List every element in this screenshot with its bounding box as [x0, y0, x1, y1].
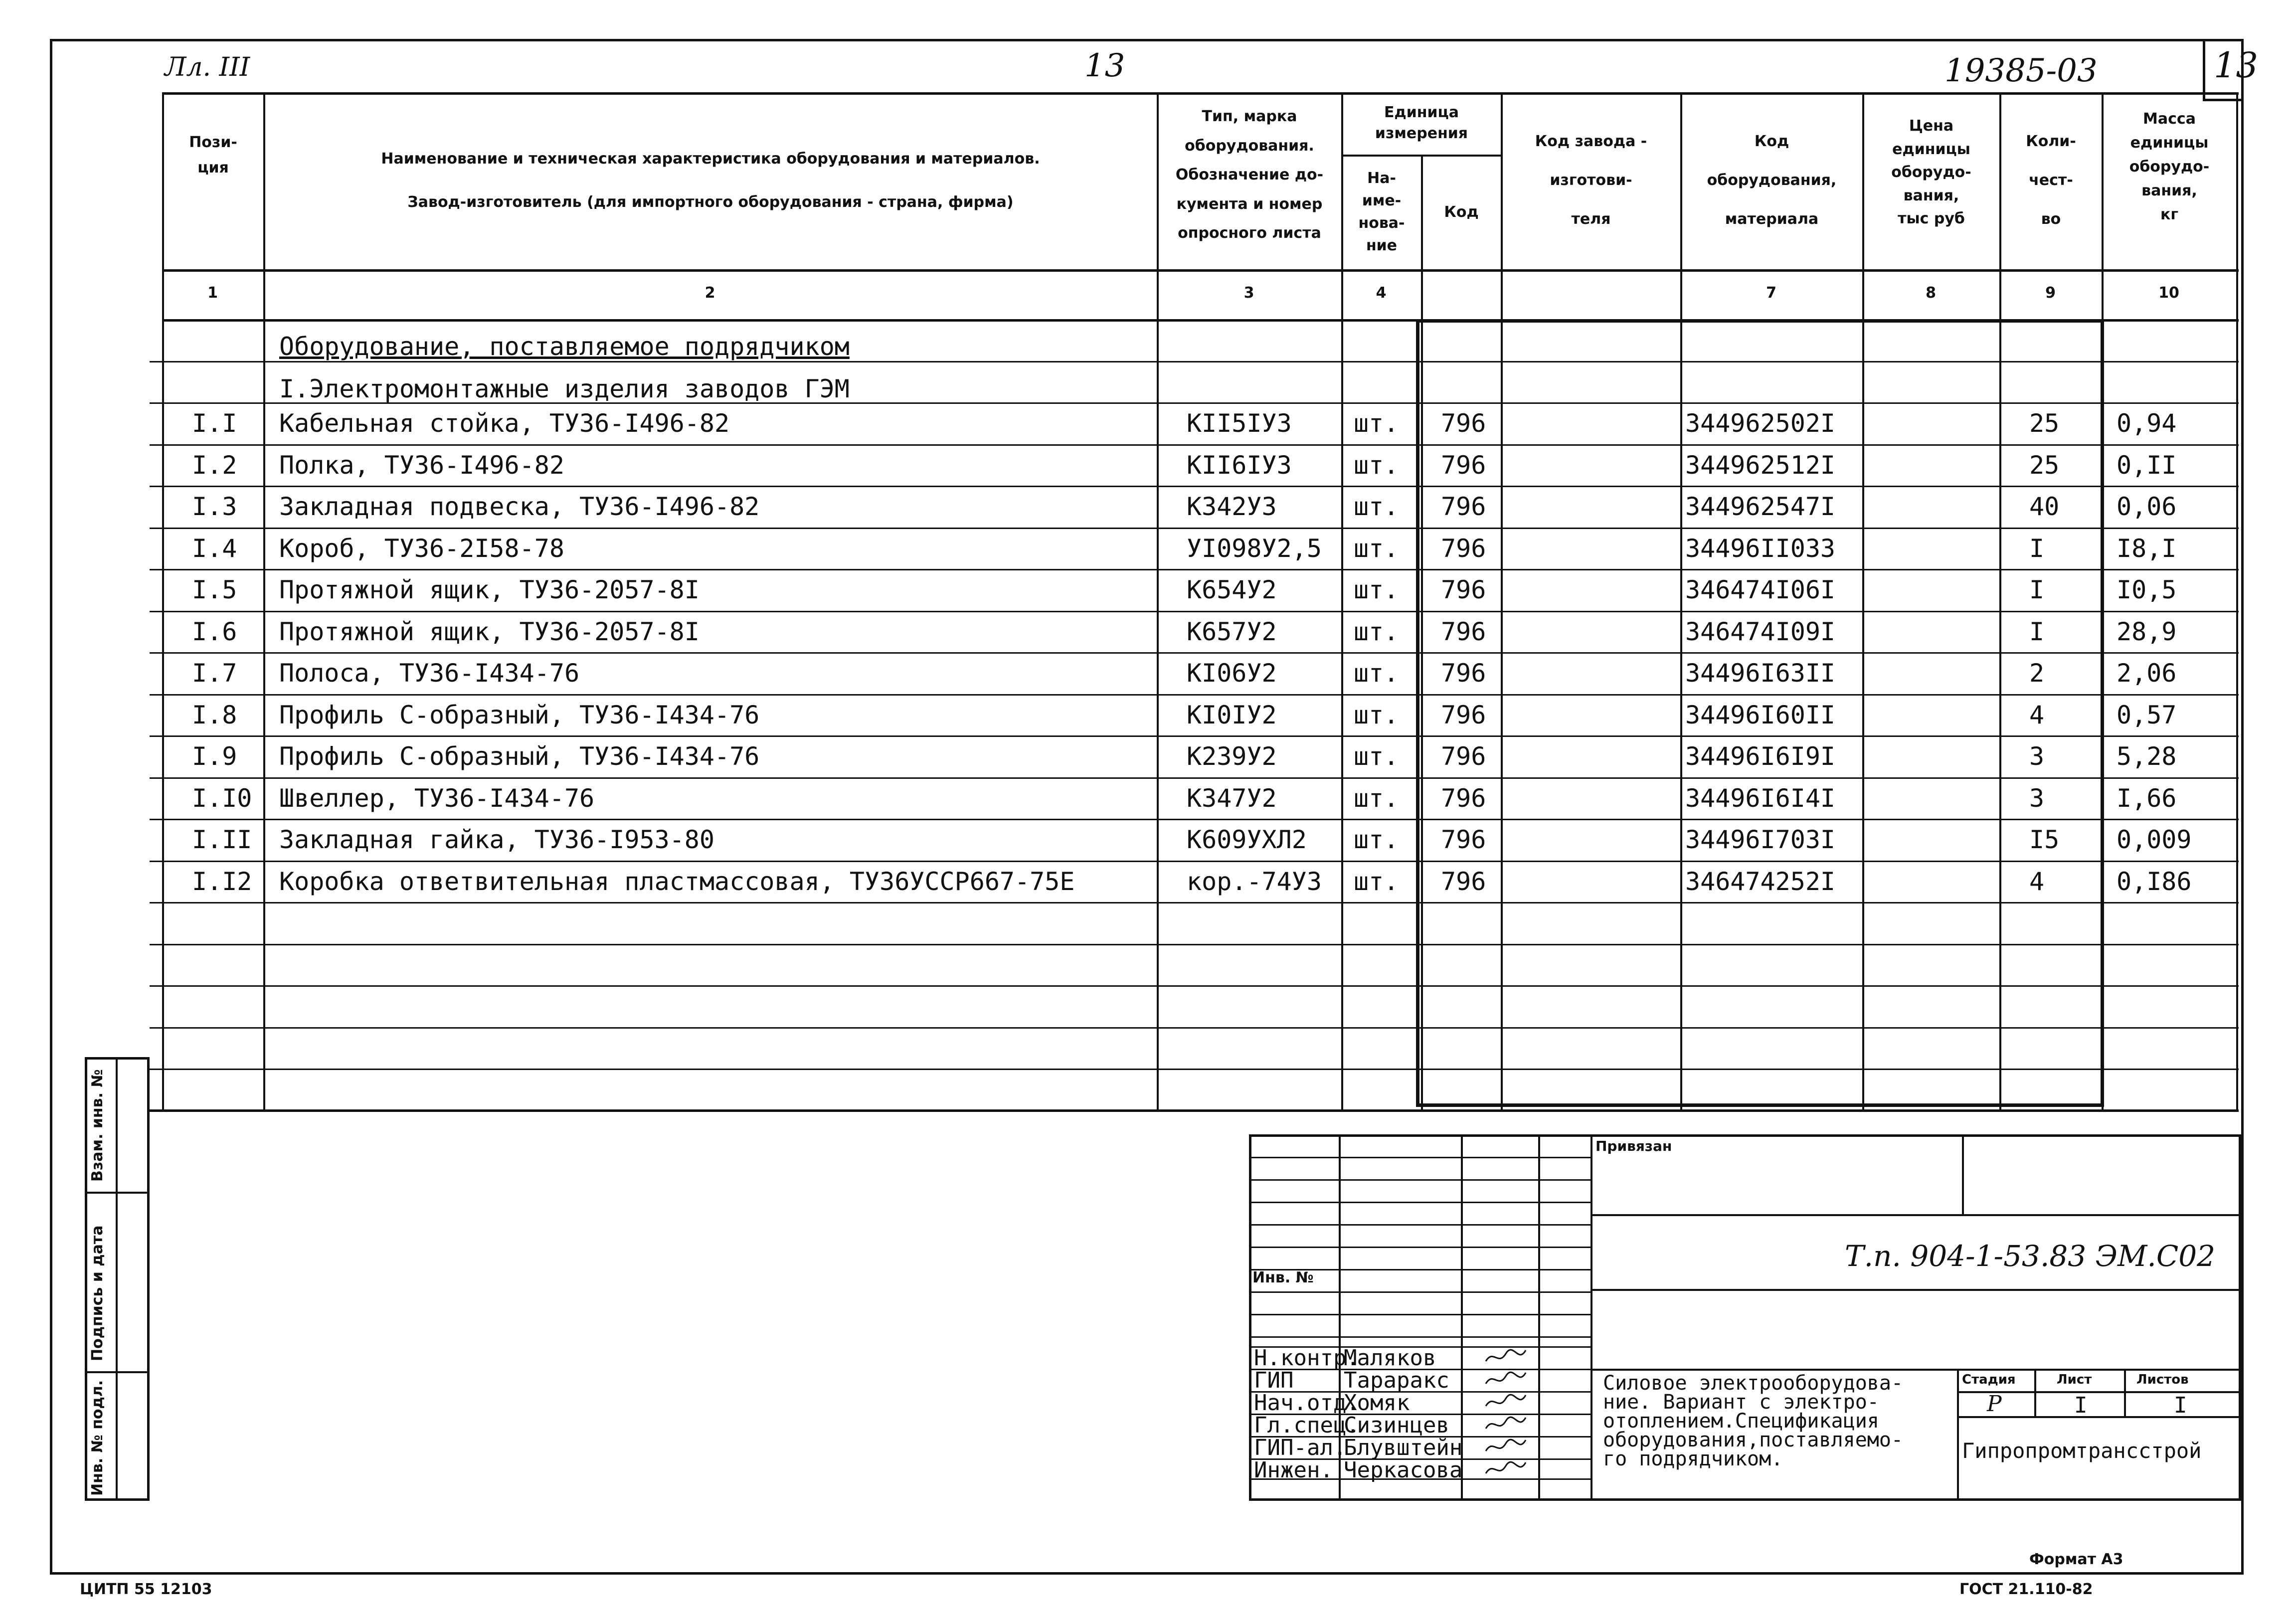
row-unit: шт.	[1354, 784, 1399, 813]
row-type: К654У2	[1187, 575, 1277, 604]
header-plant-code: Код завода - изготови- теля	[1535, 133, 1647, 228]
stamp-sheets: I	[2174, 1393, 2187, 1418]
row-mass: I,66	[2117, 784, 2177, 813]
row-type: КI06У2	[1187, 659, 1277, 688]
signatory-name: Хомяк	[1344, 1390, 1410, 1416]
row-position: I.II	[192, 825, 252, 854]
row-mass: 0,94	[2117, 409, 2177, 438]
row-unit-code: 796	[1441, 825, 1486, 854]
header-material-code: Код оборудования, материала	[1707, 133, 1837, 228]
signatory-role: Н.контр.	[1254, 1345, 1360, 1371]
signature-icon	[1483, 1458, 1528, 1480]
row-quantity: 4	[2029, 701, 2045, 729]
row-type: К609УХЛ2	[1187, 825, 1307, 854]
row-name: Швеллер, ТУ36-I434-76	[279, 784, 595, 813]
row-unit-code: 796	[1441, 701, 1486, 729]
row-quantity: I	[2029, 534, 2045, 563]
row-mass: I0,5	[2117, 575, 2177, 604]
header-unit-group: Единица измерения	[1375, 104, 1468, 142]
signatory-name: Блувштейн	[1344, 1435, 1463, 1460]
row-mass: 2,06	[2117, 659, 2177, 688]
row-unit-code: 796	[1441, 742, 1486, 771]
column-number: 3	[1243, 284, 1254, 302]
header-unit-name: На- име- нова- ние	[1358, 170, 1405, 254]
row-type: КI0IУ2	[1187, 701, 1277, 729]
row-type: УI098У2,5	[1187, 534, 1322, 563]
signatory-role: ГИП-ал.	[1254, 1435, 1347, 1460]
row-position: I.5	[192, 575, 237, 604]
row-unit: шт.	[1354, 742, 1399, 771]
column-number: 9	[2045, 284, 2056, 302]
row-unit-code: 796	[1441, 784, 1486, 813]
row-unit: шт.	[1354, 575, 1399, 604]
signatory-role: Нач.отд.	[1254, 1390, 1360, 1416]
row-quantity: I5	[2029, 825, 2060, 854]
row-material-code: 346474I06I	[1685, 575, 1836, 604]
header-price: Цена единицы оборудо- вания, тыс руб	[1891, 117, 1971, 227]
signature-icon	[1483, 1414, 1528, 1436]
row-position: I.4	[192, 534, 237, 563]
signatory-name: Сизинцев	[1344, 1413, 1449, 1438]
signatory-role: ГИП	[1254, 1368, 1294, 1393]
stamp-designation: Т.п. 904-1-53.83 ЭМ.С02	[1845, 1239, 2216, 1273]
row-position: I.6	[192, 617, 237, 646]
column-number: 8	[1926, 284, 1936, 302]
row-position: I.I0	[192, 784, 252, 813]
row-material-code: 346474I09I	[1685, 617, 1836, 646]
row-name: Кабельная стойка, ТУ36-I496-82	[279, 409, 730, 438]
row-name: Полоса, ТУ36-I434-76	[279, 659, 580, 688]
row-unit: шт.	[1354, 451, 1399, 480]
row-name: Протяжной ящик, ТУ36-2057-8I	[279, 575, 700, 604]
row-mass: 5,28	[2117, 742, 2177, 771]
stamp-sheet: I	[2074, 1393, 2088, 1418]
header-mass: Масса единицы оборудо- вания, кг	[2129, 110, 2210, 223]
stamp-sheet-label: Лист	[2057, 1372, 2092, 1387]
row-unit-code: 796	[1441, 867, 1486, 896]
stamp-stage: Р	[1987, 1391, 2002, 1417]
row-material-code: 344962512I	[1685, 451, 1836, 480]
page-number-top: 13	[1084, 47, 1125, 84]
footer-gost: ГОСТ 21.110-82	[1959, 1581, 2093, 1598]
row-position: I.7	[192, 659, 237, 688]
row-unit-code: 796	[1441, 409, 1486, 438]
row-position: I.9	[192, 742, 237, 771]
row-mass: 0,57	[2117, 701, 2177, 729]
signatory-name: Маляков	[1344, 1345, 1436, 1371]
row-name: Закладная подвеска, ТУ36-I496-82	[279, 492, 760, 521]
document-number: 19385-03	[1944, 52, 2098, 89]
row-mass: 0,II	[2117, 451, 2177, 480]
row-name: Профиль С-образный, ТУ36-I434-76	[279, 701, 760, 729]
header-type: Тип, марка оборудования. Обозначение до- кумента и номер опросного листа	[1175, 108, 1324, 242]
row-unit-code: 796	[1441, 659, 1486, 688]
row-position: I.3	[192, 492, 237, 521]
row-unit: шт.	[1354, 617, 1399, 646]
row-mass: I8,I	[2117, 534, 2177, 563]
sidebar-replace-inv: Взам. инв. №	[89, 1069, 106, 1182]
footer-code: ЦИТП 55 12103	[80, 1581, 212, 1598]
row-type: К239У2	[1187, 742, 1277, 771]
sheet-ref: Лл. III	[165, 52, 250, 82]
row-quantity: I	[2029, 617, 2045, 646]
row-position: I.8	[192, 701, 237, 729]
row-material-code: 346474252I	[1685, 867, 1836, 896]
row-type: КII5IУ3	[1187, 409, 1292, 438]
stamp-title: Силовое электрооборудова- ние. Вариант с электро- отоплением.Спецификация оборудования,поставляемо- го подрядчиком.	[1603, 1372, 1904, 1470]
row-name: Профиль С-образный, ТУ36-I434-76	[279, 742, 760, 771]
row-quantity: 25	[2029, 409, 2060, 438]
page-number-corner: 13	[2214, 45, 2259, 86]
row-unit: шт.	[1354, 659, 1399, 688]
header-unit-code: Код	[1444, 203, 1479, 221]
row-unit: шт.	[1354, 825, 1399, 854]
signatory-role: Инжен.	[1254, 1457, 1333, 1483]
row-material-code: 34496II033	[1685, 534, 1836, 563]
column-number: 10	[2158, 284, 2179, 302]
row-material-code: 344962547I	[1685, 492, 1836, 521]
row-quantity: 25	[2029, 451, 2060, 480]
row-type: К657У2	[1187, 617, 1277, 646]
signatory-name: Тараракс	[1344, 1368, 1449, 1393]
signatory-role: Гл.спец.	[1254, 1413, 1360, 1438]
row-unit-code: 796	[1441, 492, 1486, 521]
row-type: кор.-74У3	[1187, 867, 1322, 896]
row-mass: 0,009	[2117, 825, 2192, 854]
row-material-code: 34496I6I4I	[1685, 784, 1836, 813]
row-unit-code: 796	[1441, 617, 1486, 646]
row-type: К347У2	[1187, 784, 1277, 813]
row-name: Короб, ТУ36-2I58-78	[279, 534, 564, 563]
row-name: Коробка ответвительная пластмассовая, ТУ36УССР667-75Е	[279, 867, 1075, 896]
row-unit: шт.	[1354, 701, 1399, 729]
row-material-code: 34496I63II	[1685, 659, 1836, 688]
column-number: 1	[207, 284, 218, 302]
row-quantity: 3	[2029, 784, 2045, 813]
signature-icon	[1483, 1391, 1528, 1413]
row-unit: шт.	[1354, 492, 1399, 521]
row-material-code: 34496I703I	[1685, 825, 1836, 854]
row-unit: шт.	[1354, 534, 1399, 563]
footer-format: Формат А3	[2029, 1551, 2123, 1568]
row-type: КII6IУ3	[1187, 451, 1292, 480]
stamp-tied-label: Привязан	[1595, 1138, 1672, 1154]
row-unit: шт.	[1354, 867, 1399, 896]
header-name: Наименование и техническая характеристика оборудования и материалов. Завод-изготовитель (для импортного оборудования - страна, фирма)	[381, 150, 1040, 211]
row-type: К342У3	[1187, 492, 1277, 521]
sidebar-signature-date: Подпись и дата	[89, 1225, 106, 1361]
section-title: Оборудование, поставляемое подрядчиком	[279, 332, 850, 361]
row-quantity: 40	[2029, 492, 2060, 521]
stamp-inv-label: Инв. №	[1252, 1269, 1314, 1286]
row-unit-code: 796	[1441, 534, 1486, 563]
signature-icon	[1483, 1369, 1528, 1391]
signatory-name: Черкасова	[1344, 1457, 1463, 1483]
row-quantity: 4	[2029, 867, 2045, 896]
row-material-code: 34496I60II	[1685, 701, 1836, 729]
row-mass: 0,06	[2117, 492, 2177, 521]
row-position: I.I	[192, 409, 237, 438]
row-position: I.I2	[192, 867, 252, 896]
row-unit: шт.	[1354, 409, 1399, 438]
row-name: Закладная гайка, ТУ36-I953-80	[279, 825, 714, 854]
row-quantity: I	[2029, 575, 2045, 604]
row-material-code: 34496I6I9I	[1685, 742, 1836, 771]
row-position: I.2	[192, 451, 237, 480]
stamp-stage-label: Стадия	[1962, 1372, 2016, 1387]
row-name: Полка, ТУ36-I496-82	[279, 451, 564, 480]
row-unit-code: 796	[1441, 451, 1486, 480]
signature-icon	[1483, 1346, 1528, 1368]
row-quantity: 3	[2029, 742, 2045, 771]
column-number: 7	[1766, 284, 1776, 302]
row-mass: 28,9	[2117, 617, 2177, 646]
header-position: Пози- ция	[189, 134, 237, 177]
row-material-code: 344962502I	[1685, 409, 1836, 438]
row-quantity: 2	[2029, 659, 2045, 688]
stamp-sheets-label: Листов	[2136, 1372, 2189, 1387]
subsection-title: I.Электромонтажные изделия заводов ГЭМ	[279, 374, 850, 403]
column-number: 4	[1376, 284, 1387, 302]
stamp-organization: Гипропромтрансстрой	[1962, 1439, 2202, 1463]
row-name: Протяжной ящик, ТУ36-2057-8I	[279, 617, 700, 646]
sidebar-original-inv: Инв. № подл.	[89, 1380, 106, 1496]
signature-icon	[1483, 1436, 1528, 1458]
row-mass: 0,I86	[2117, 867, 2192, 896]
column-number: 2	[705, 284, 715, 302]
header-quantity: Коли- чест- во	[2026, 133, 2076, 228]
row-unit-code: 796	[1441, 575, 1486, 604]
